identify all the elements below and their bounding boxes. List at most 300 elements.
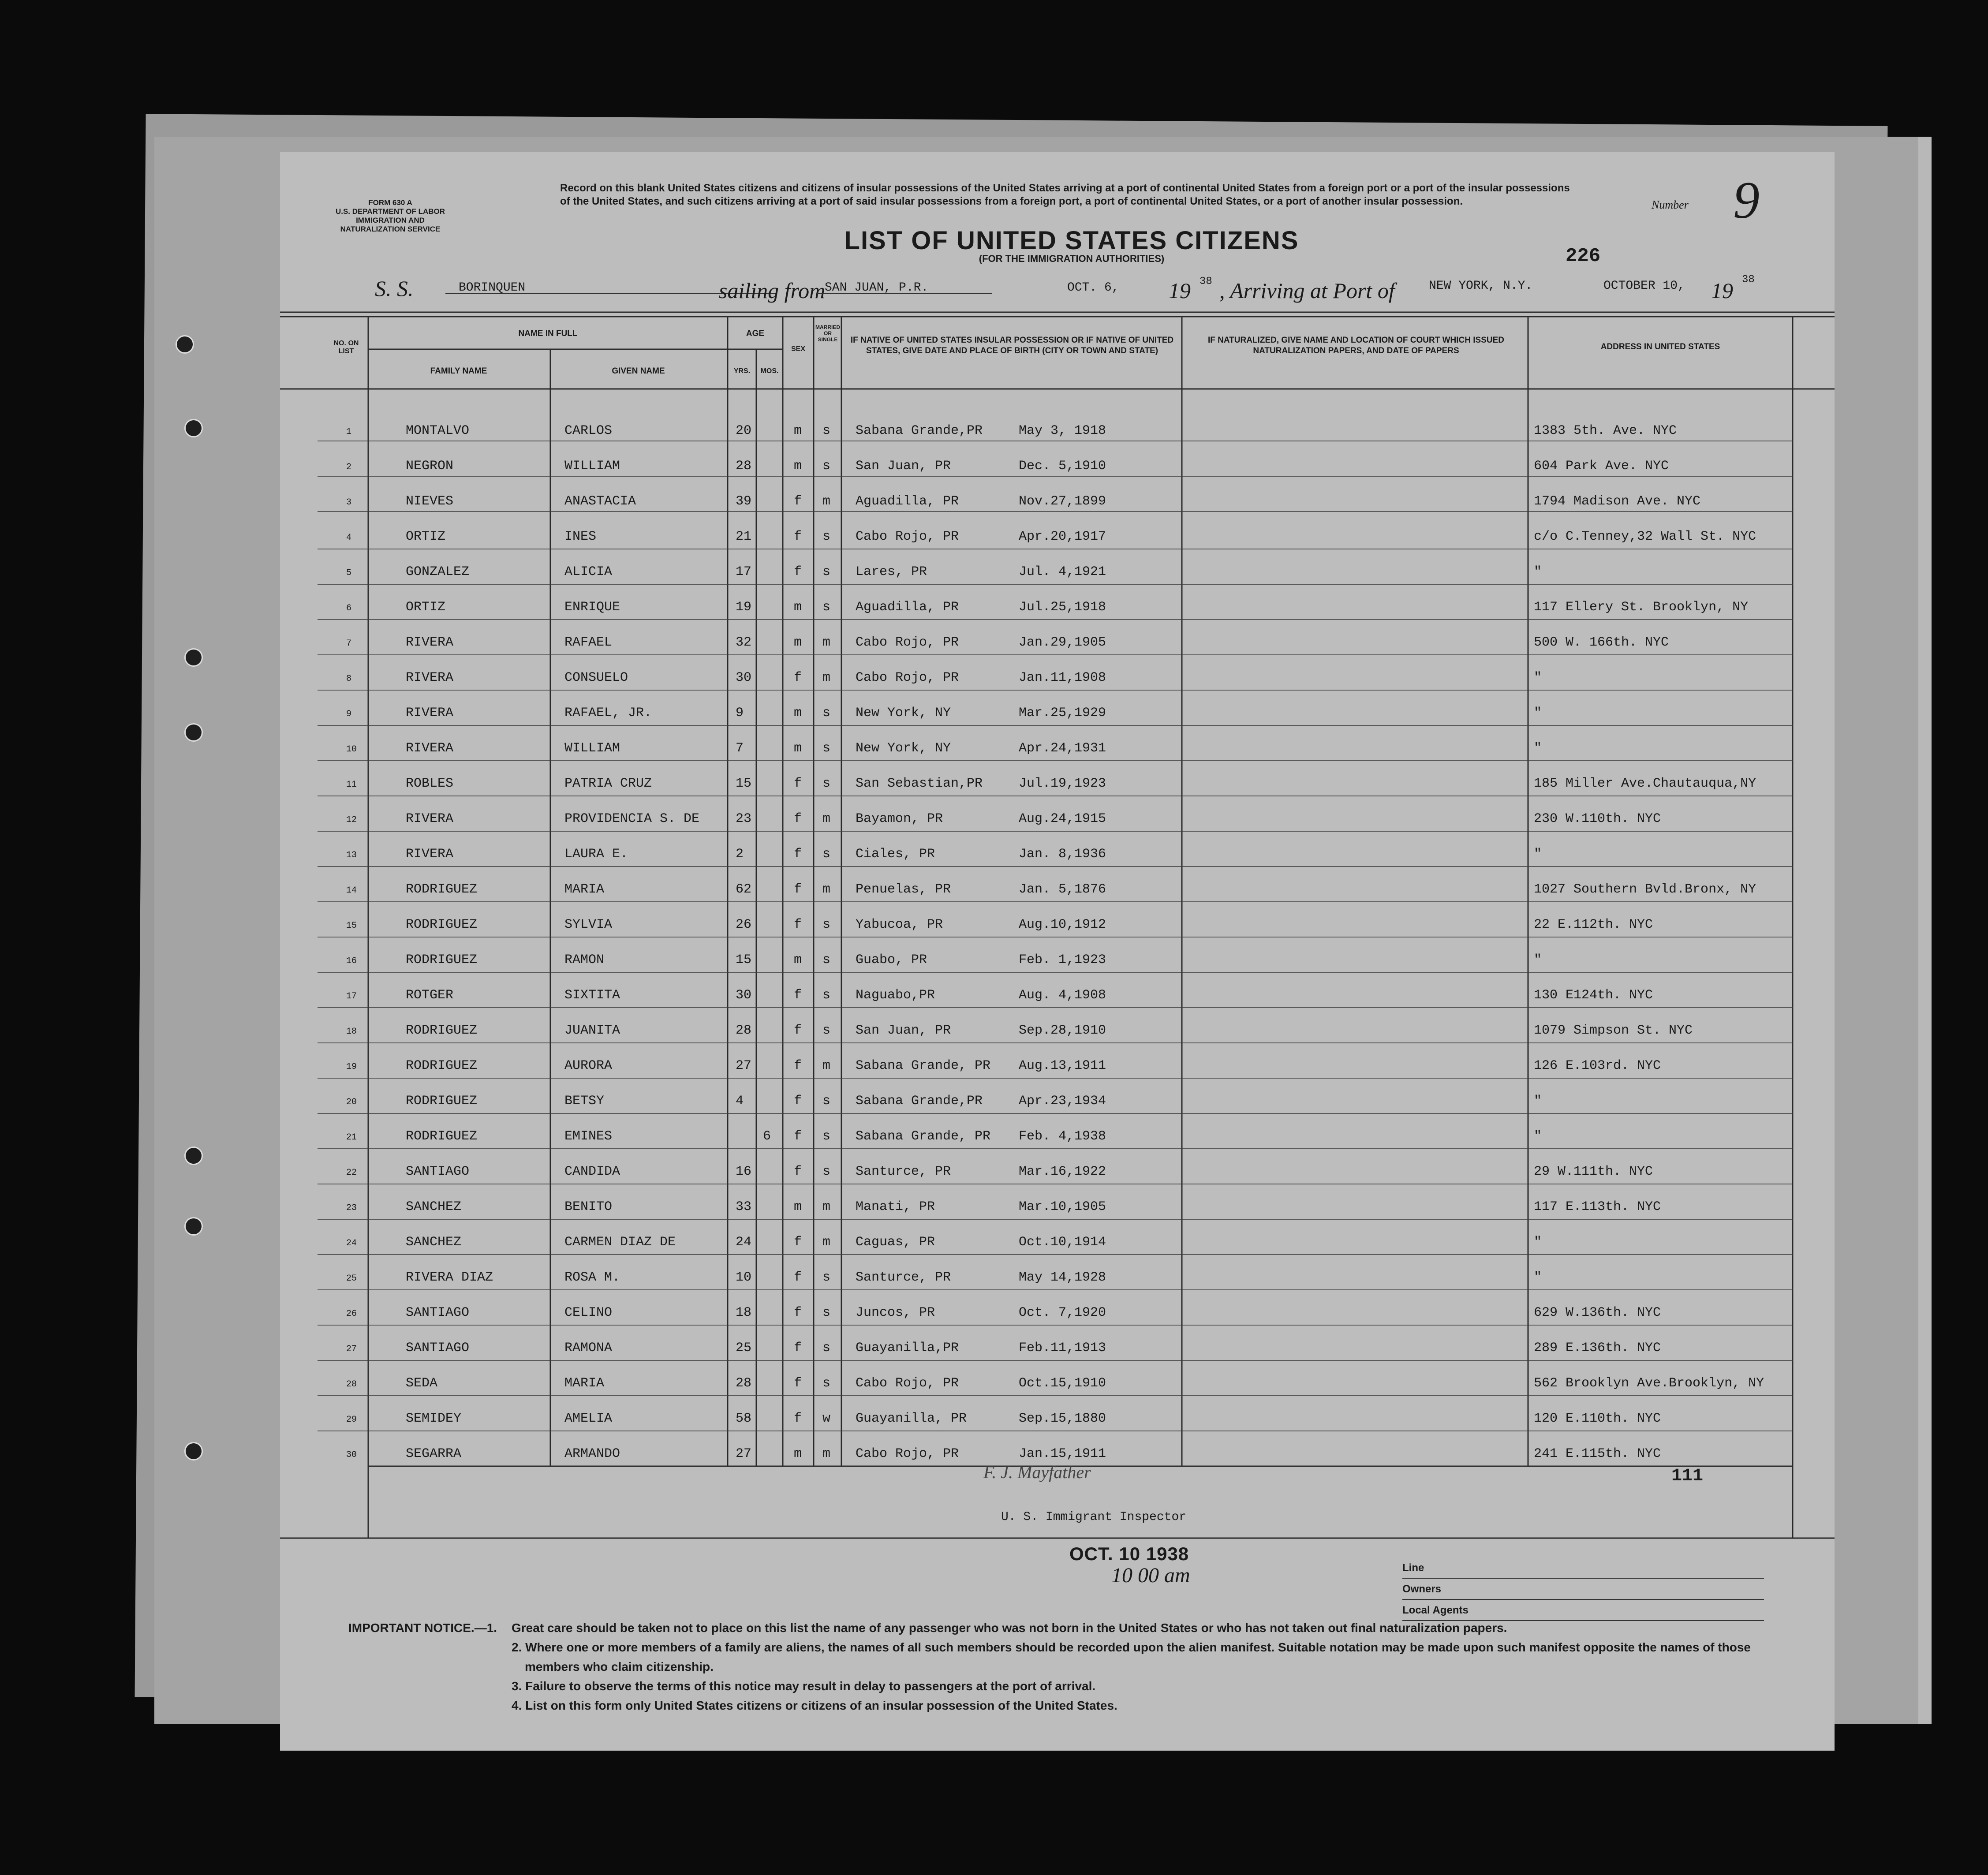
family-name: ORTIZ — [406, 529, 446, 544]
given-name: ENRIQUE — [564, 600, 620, 615]
arriving-label: , Arriving at Port of — [1219, 278, 1395, 303]
given-name: ARMANDO — [564, 1446, 620, 1461]
age-years: 20 — [736, 423, 752, 438]
sex: m — [794, 635, 802, 650]
birth-place: Manati, PR — [856, 1199, 935, 1214]
sex: f — [794, 882, 802, 897]
marital-status: s — [822, 706, 831, 721]
marital-status: s — [822, 988, 831, 1003]
sex: f — [794, 1235, 802, 1250]
birth-place: Caguas, PR — [856, 1235, 935, 1250]
row-number: 17 — [346, 991, 357, 1001]
sex: f — [794, 917, 802, 932]
birth-date: Feb.11,1913 — [1019, 1341, 1106, 1356]
address: 1027 Southern Bvld.Bronx, NY — [1534, 882, 1756, 897]
family-name: SEGARRA — [406, 1446, 462, 1461]
number-label: Number — [1652, 198, 1689, 211]
family-name: RODRIGUEZ — [406, 882, 478, 897]
binder-hole — [184, 1442, 203, 1460]
family-name: SANTIAGO — [406, 1164, 470, 1179]
birth-date: Nov.27,1899 — [1019, 494, 1106, 509]
line-field: Line — [1402, 1559, 1764, 1579]
row-number: 21 — [346, 1132, 357, 1143]
row-number: 10 — [346, 744, 357, 754]
sex: f — [794, 1094, 802, 1109]
family-name: RIVERA DIAZ — [406, 1270, 493, 1285]
birth-place: New York, NY — [856, 706, 951, 721]
given-name: AURORA — [564, 1058, 613, 1073]
birth-date: Jul.19,1923 — [1019, 776, 1106, 791]
marital-status: m — [822, 670, 831, 685]
row-number: 29 — [346, 1415, 357, 1425]
arrival-port: NEW YORK, N.Y. — [1429, 279, 1533, 293]
age-years: 19 — [736, 600, 752, 615]
sex: m — [794, 706, 802, 721]
arrival-year-prefix: 19 — [1711, 278, 1733, 303]
address: 29 W.111th. NYC — [1534, 1164, 1653, 1179]
row-number: 1 — [346, 427, 352, 437]
given-name: INES — [564, 529, 597, 544]
department: U.S. DEPARTMENT OF LABOR — [335, 207, 445, 216]
birth-place: Cabo Rojo, PR — [856, 1446, 959, 1461]
col-header-sex: SEX — [791, 345, 805, 353]
birth-place: Juncos, PR — [856, 1305, 935, 1320]
row-number: 27 — [346, 1344, 357, 1354]
address: 289 E.136th. NYC — [1534, 1341, 1661, 1356]
row-number: 28 — [346, 1379, 357, 1389]
marital-status: s — [822, 1305, 831, 1320]
birth-date: Dec. 5,1910 — [1019, 459, 1106, 474]
birth-date: Feb. 4,1938 — [1019, 1129, 1106, 1144]
sex: f — [794, 1341, 802, 1356]
row-number: 4 — [346, 533, 352, 543]
given-name: RAFAEL — [564, 635, 613, 650]
inspector-title: U. S. Immigrant Inspector — [1001, 1510, 1187, 1524]
birth-date: Apr.24,1931 — [1019, 741, 1106, 756]
notice-1: Great care should be taken not to place on this list the name of any passenger who was not born in the United States or who has not taken out final naturalization papers. — [512, 1621, 1507, 1635]
marital-status: m — [822, 811, 831, 826]
address: 120 E.110th. NYC — [1534, 1411, 1661, 1426]
address: 604 Park Ave. NYC — [1534, 459, 1669, 474]
birth-date: Jul. 4,1921 — [1019, 564, 1106, 579]
number-value: 9 — [1733, 171, 1760, 229]
sex: f — [794, 1305, 802, 1320]
notice-4: 4. List on this form only United States citizens or citizens of an insular possession of the United States. — [512, 1699, 1117, 1712]
age-years: 32 — [736, 635, 752, 650]
marital-status: s — [822, 741, 831, 756]
col-header-address: ADDRESS IN UNITED STATES — [1600, 342, 1720, 351]
page-subtitle: (FOR THE IMMIGRATION AUTHORITIES) — [979, 253, 1165, 264]
age-years: 26 — [736, 917, 752, 932]
row-number: 26 — [346, 1309, 357, 1319]
address: " — [1534, 1129, 1542, 1144]
notice-lead: IMPORTANT NOTICE.—1. — [348, 1621, 497, 1635]
marital-status: m — [822, 1446, 831, 1461]
sailing-from: SAN JUAN, P.R. — [825, 281, 929, 295]
age-years: 27 — [736, 1446, 752, 1461]
age-years: 58 — [736, 1411, 752, 1426]
birth-date: Aug.10,1912 — [1019, 917, 1106, 932]
marital-status: s — [822, 776, 831, 791]
col-header-given: GIVEN NAME — [612, 366, 665, 376]
marital-status: s — [822, 847, 831, 862]
address: 500 W. 166th. NYC — [1534, 635, 1669, 650]
address: 185 Miller Ave.Chautauqua,NY — [1534, 776, 1756, 791]
family-name: SANCHEZ — [406, 1235, 462, 1250]
binder-hole — [184, 723, 203, 742]
birth-place: San Juan, PR — [856, 1023, 951, 1038]
marital-status: w — [822, 1411, 831, 1426]
birth-date: Apr.20,1917 — [1019, 529, 1106, 544]
birth-date: Sep.28,1910 — [1019, 1023, 1106, 1038]
birth-date: Jan.11,1908 — [1019, 670, 1106, 685]
age-years: 25 — [736, 1341, 752, 1356]
binder-hole — [184, 648, 203, 667]
age-years: 21 — [736, 529, 752, 544]
marital-status: m — [822, 635, 831, 650]
col-header-naturalized: IF NATURALIZED, GIVE NAME AND LOCATION OF COURT WHICH ISSUED NATURALIZATION PAPERS, AND DATE OF PAPERS — [1207, 336, 1504, 355]
row-number: 16 — [346, 956, 357, 966]
arrival-stamp-time: 10 00 am — [1111, 1564, 1190, 1587]
age-years: 23 — [736, 811, 752, 826]
family-name: RODRIGUEZ — [406, 1058, 478, 1073]
address: " — [1534, 1235, 1542, 1250]
birth-place: Santurce, PR — [856, 1164, 951, 1179]
row-number: 2 — [346, 462, 352, 472]
given-name: LAURA E. — [564, 847, 628, 862]
row-number: 20 — [346, 1097, 357, 1107]
address: 1794 Madison Ave. NYC — [1534, 494, 1701, 509]
marital-status: s — [822, 1129, 831, 1144]
address: " — [1534, 741, 1542, 756]
age-years: 15 — [736, 776, 752, 791]
family-name: SEDA — [406, 1376, 438, 1391]
age-years: 62 — [736, 882, 752, 897]
total-count: 111 — [1671, 1466, 1704, 1486]
form-id: FORM 630 A — [368, 198, 412, 207]
given-name: MARIA — [564, 882, 605, 897]
birth-date: Jan. 8,1936 — [1019, 847, 1106, 862]
arrival-stamp-date: OCT. 10 1938 — [1069, 1543, 1189, 1564]
marital-status: s — [822, 1094, 831, 1109]
birth-place: Cabo Rojo, PR — [856, 1376, 959, 1391]
marital-status: m — [822, 1058, 831, 1073]
marital-status: s — [822, 564, 831, 579]
birth-place: Sabana Grande, PR — [856, 1129, 991, 1144]
family-name: SEMIDEY — [406, 1411, 462, 1426]
sex: m — [794, 1199, 802, 1214]
sailing-label: sailing from — [719, 278, 826, 303]
birth-date: Aug.13,1911 — [1019, 1058, 1106, 1073]
birth-place: Sabana Grande, PR — [856, 1058, 991, 1073]
birth-date: Mar.25,1929 — [1019, 706, 1106, 721]
address: 1079 Simpson St. NYC — [1534, 1023, 1693, 1038]
row-number: 8 — [346, 674, 352, 684]
family-name: SANCHEZ — [406, 1199, 462, 1214]
age-years: 9 — [736, 706, 744, 721]
row-number: 9 — [346, 709, 352, 719]
family-name: RODRIGUEZ — [406, 1094, 478, 1109]
inspector-signature: F. J. Mayfather — [983, 1462, 1091, 1482]
address: 562 Brooklyn Ave.Brooklyn, NY — [1534, 1376, 1764, 1391]
ship-name: BORINQUEN — [459, 281, 526, 295]
family-name: SANTIAGO — [406, 1305, 470, 1320]
row-number: 3 — [346, 497, 352, 508]
service: IMMIGRATION AND NATURALIZATION SERVICE — [340, 216, 441, 233]
family-name: ORTIZ — [406, 600, 446, 615]
local-agents-field: Local Agents — [1402, 1602, 1764, 1621]
binder-hole — [184, 419, 203, 437]
marital-status: s — [822, 1270, 831, 1285]
family-name: NIEVES — [406, 494, 454, 509]
age-years: 30 — [736, 670, 752, 685]
given-name: CONSUELO — [564, 670, 628, 685]
family-name: MONTALVO — [406, 423, 470, 438]
row-number: 25 — [346, 1274, 357, 1284]
sex: f — [794, 494, 802, 509]
family-name: RODRIGUEZ — [406, 1023, 478, 1038]
given-name: ROSA M. — [564, 1270, 620, 1285]
birth-place: Cabo Rojo, PR — [856, 635, 959, 650]
birth-place: Naguabo,PR — [856, 988, 935, 1003]
row-number: 6 — [346, 603, 352, 613]
marital-status: s — [822, 1341, 831, 1356]
address: " — [1534, 564, 1542, 579]
family-name: ROBLES — [406, 776, 454, 791]
given-name: BENITO — [564, 1199, 613, 1214]
ss-label: S. S. — [375, 276, 414, 301]
marital-status: s — [822, 600, 831, 615]
birth-place: Ciales, PR — [856, 847, 935, 862]
age-years: 24 — [736, 1235, 752, 1250]
sex: m — [794, 741, 802, 756]
age-years: 27 — [736, 1058, 752, 1073]
address: 1383 5th. Ave. NYC — [1534, 423, 1677, 438]
birth-place: Cabo Rojo, PR — [856, 670, 959, 685]
form-instructions: Record on this blank United States citizens and citizens of insular possessions of the United States arriving at a port of continental United States from a foreign port or a port of the insular possessions of the United States, and such citizens arriving at a port of said insular possessions from a foreign port, a port of continental United States, or a port of another insular possession. — [560, 182, 1570, 207]
age-years: 33 — [736, 1199, 752, 1214]
form-id-block — [326, 198, 454, 234]
sex: m — [794, 600, 802, 615]
owners-field: Owners — [1402, 1580, 1764, 1600]
age-years: 18 — [736, 1305, 752, 1320]
birth-date: May 3, 1918 — [1019, 423, 1106, 438]
family-name: RIVERA — [406, 635, 454, 650]
arrival-date: OCTOBER 10, — [1603, 279, 1685, 293]
sex: f — [794, 1058, 802, 1073]
address: 117 E.113th. NYC — [1534, 1199, 1661, 1214]
sex: f — [794, 1270, 802, 1285]
given-name: SYLVIA — [564, 917, 613, 932]
marital-status: m — [822, 1199, 831, 1214]
birth-date: Mar.10,1905 — [1019, 1199, 1106, 1214]
marital-status: s — [822, 459, 831, 474]
address: 126 E.103rd. NYC — [1534, 1058, 1661, 1073]
address: 117 Ellery St. Brooklyn, NY — [1534, 600, 1749, 615]
given-name: PATRIA CRUZ — [564, 776, 652, 791]
family-name: RIVERA — [406, 670, 454, 685]
sex: f — [794, 847, 802, 862]
family-name: RODRIGUEZ — [406, 952, 478, 967]
birth-date: Aug. 4,1908 — [1019, 988, 1106, 1003]
row-number: 15 — [346, 921, 357, 931]
birth-place: Aguadilla, PR — [856, 494, 959, 509]
notice-2: 2. Where one or more members of a family are aliens, the names of all such members should be recorded upon the alien manifest. Suitable notation may be made upon such manifest opposite the names of those members who claim citizenship. — [512, 1640, 1751, 1673]
family-name: GONZALEZ — [406, 564, 470, 579]
sex: f — [794, 1164, 802, 1179]
age-months: 6 — [763, 1129, 771, 1144]
binder-hole — [176, 335, 194, 354]
row-number: 24 — [346, 1238, 357, 1248]
row-number: 14 — [346, 885, 357, 896]
binder-hole — [184, 1217, 203, 1236]
sex: f — [794, 529, 802, 544]
marital-status: s — [822, 1376, 831, 1391]
birth-date: Mar.16,1922 — [1019, 1164, 1106, 1179]
sex: f — [794, 1411, 802, 1426]
sex: f — [794, 564, 802, 579]
row-number: 5 — [346, 568, 352, 578]
marital-status: m — [822, 494, 831, 509]
address: " — [1534, 670, 1542, 685]
birth-place: Santurce, PR — [856, 1270, 951, 1285]
family-name: RIVERA — [406, 741, 454, 756]
address: " — [1534, 847, 1542, 862]
age-years: 2 — [736, 847, 744, 862]
family-name: NEGRON — [406, 459, 454, 474]
marital-status: s — [822, 1023, 831, 1038]
birth-date: Sep.15,1880 — [1019, 1411, 1106, 1426]
birth-place: Guayanilla,PR — [856, 1341, 959, 1356]
row-number: 7 — [346, 639, 352, 649]
given-name: AMELIA — [564, 1411, 613, 1426]
given-name: CANDIDA — [564, 1164, 620, 1179]
birth-place: San Juan, PR — [856, 459, 951, 474]
col-header-family: FAMILY NAME — [430, 366, 487, 376]
sex: f — [794, 670, 802, 685]
birth-place: Sabana Grande,PR — [856, 423, 983, 438]
marital-status: m — [822, 882, 831, 897]
arrival-year: 38 — [1742, 274, 1755, 286]
birth-place: Bayamon, PR — [856, 811, 943, 826]
given-name: EMINES — [564, 1129, 613, 1144]
birth-date: Apr.23,1934 — [1019, 1094, 1106, 1109]
birth-date: May 14,1928 — [1019, 1270, 1106, 1285]
sex: f — [794, 1023, 802, 1038]
row-number: 30 — [346, 1450, 357, 1460]
year-prefix: 19 — [1169, 278, 1191, 303]
given-name: CARLOS — [564, 423, 613, 438]
agents-block — [1402, 1559, 1764, 1623]
address: 241 E.115th. NYC — [1534, 1446, 1661, 1461]
page-title: LIST OF UNITED STATES CITIZENS — [844, 226, 1299, 255]
address: 22 E.112th. NYC — [1534, 917, 1653, 932]
binder-hole — [184, 1147, 203, 1165]
address: " — [1534, 706, 1542, 721]
age-years: 28 — [736, 459, 752, 474]
birth-date: Aug.24,1915 — [1019, 811, 1106, 826]
given-name: BETSY — [564, 1094, 605, 1109]
col-header-birth: IF NATIVE OF UNITED STATES INSULAR POSSESSION OR IF NATIVE OF UNITED STATES, GIVE DATE AND PLACE OF BIRTH (CITY OR TOWN AND STATE) — [850, 336, 1174, 355]
birth-place: Lares, PR — [856, 564, 927, 579]
given-name: MARIA — [564, 1376, 605, 1391]
birth-date: Oct. 7,1920 — [1019, 1305, 1106, 1320]
age-years: 4 — [736, 1094, 744, 1109]
address: " — [1534, 952, 1542, 967]
birth-date: Jan.15,1911 — [1019, 1446, 1106, 1461]
marital-status: s — [822, 952, 831, 967]
given-name: JUANITA — [564, 1023, 620, 1038]
address: c/o C.Tenney,32 Wall St. NYC — [1534, 529, 1756, 544]
col-header-age: AGE — [746, 329, 765, 338]
sex: f — [794, 776, 802, 791]
family-name: RODRIGUEZ — [406, 1129, 478, 1144]
list-code: 226 — [1566, 245, 1601, 267]
birth-place: San Sebastian,PR — [856, 776, 983, 791]
marital-status: s — [822, 1164, 831, 1179]
age-years: 10 — [736, 1270, 752, 1285]
voyage-line — [366, 276, 1777, 306]
given-name: CARMEN DIAZ DE — [564, 1235, 676, 1250]
birth-place: Sabana Grande,PR — [856, 1094, 983, 1109]
birth-place: Yabucoa, PR — [856, 917, 943, 932]
age-years: 28 — [736, 1376, 752, 1391]
family-name: SANTIAGO — [406, 1341, 470, 1356]
marital-status: s — [822, 423, 831, 438]
sex: f — [794, 1129, 802, 1144]
address: 130 E124th. NYC — [1534, 988, 1653, 1003]
birth-place: Penuelas, PR — [856, 882, 951, 897]
given-name: WILLIAM — [564, 741, 620, 756]
given-name: RAMONA — [564, 1341, 613, 1356]
given-name: RAFAEL, JR. — [564, 706, 652, 721]
address: 629 W.136th. NYC — [1534, 1305, 1661, 1320]
age-years: 39 — [736, 494, 752, 509]
birth-place: Aguadilla, PR — [856, 600, 959, 615]
birth-place: Guayanilla, PR — [856, 1411, 967, 1426]
age-years: 15 — [736, 952, 752, 967]
col-header-yrs: YRS. — [733, 367, 751, 375]
given-name: RAMON — [564, 952, 605, 967]
given-name: SIXTITA — [564, 988, 620, 1003]
row-number: 19 — [346, 1062, 357, 1072]
family-name: ROTGER — [406, 988, 454, 1003]
notice-3: 3. Failure to observe the terms of this notice may result in delay to passengers at the port of arrival. — [512, 1679, 1096, 1693]
row-number: 12 — [346, 815, 357, 825]
marital-status: s — [822, 917, 831, 932]
age-years: 7 — [736, 741, 744, 756]
age-years: 30 — [736, 988, 752, 1003]
sex: m — [794, 952, 802, 967]
birth-place: Cabo Rojo, PR — [856, 529, 959, 544]
sex: m — [794, 459, 802, 474]
birth-date: Jan.29,1905 — [1019, 635, 1106, 650]
age-years: 17 — [736, 564, 752, 579]
family-name: RODRIGUEZ — [406, 917, 478, 932]
birth-date: Oct.15,1910 — [1019, 1376, 1106, 1391]
age-years: 16 — [736, 1164, 752, 1179]
important-notice — [348, 1618, 1782, 1715]
given-name: CELINO — [564, 1305, 613, 1320]
family-name: RIVERA — [406, 811, 454, 826]
sex: f — [794, 811, 802, 826]
row-number: 23 — [346, 1203, 357, 1213]
sex: m — [794, 1446, 802, 1461]
birth-place: Guabo, PR — [856, 952, 927, 967]
sailing-year: 38 — [1200, 276, 1212, 288]
birth-date: Feb. 1,1923 — [1019, 952, 1106, 967]
row-number: 22 — [346, 1168, 357, 1178]
